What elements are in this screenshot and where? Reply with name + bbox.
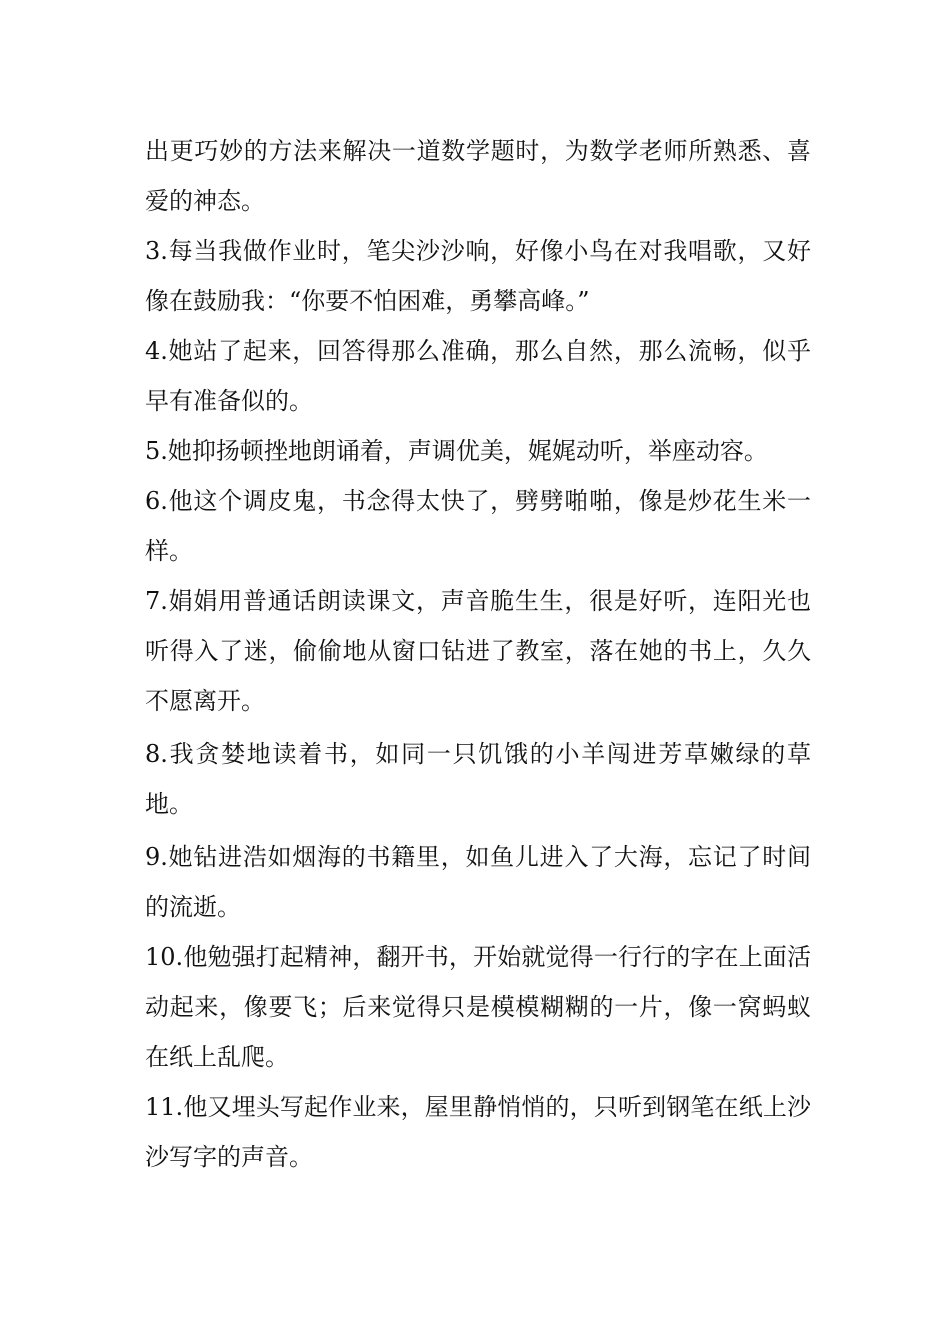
- paragraph-11: 11.他又埋头写起作业来，屋里静悄悄的，只听到钢笔在纸上沙沙写字的声音。: [145, 1093, 811, 1171]
- paragraph-4: 4.她站了起来，回答得那么准确，那么自然，那么流畅，似乎早有准备似的。: [145, 337, 811, 415]
- paragraph-8: 8.我贪婪地读着书，如同一只饥饿的小羊闯进芳草嫩绿的草地。: [145, 740, 811, 818]
- paragraph-9: 9.她钻进浩如烟海的书籍里，如鱼儿进入了大海，忘记了时间的流逝。: [145, 843, 811, 921]
- paragraph-7: 7.娟娟用普通话朗读课文，声音脆生生，很是好听，连阳光也听得入了迷，偷偷地从窗口钻进了教室，落在她的书上，久久不愿离开。: [145, 587, 811, 715]
- paragraph-5: 5.她抑扬顿挫地朗诵着，声调优美，娓娓动听，举座动容。: [145, 437, 768, 465]
- paragraph-6: 6.他这个调皮鬼，书念得太快了，劈劈啪啪，像是炒花生米一样。: [145, 487, 811, 565]
- paragraph-10: 10.他勉强打起精神，翻开书，开始就觉得一行行的字在上面活动起来，像要飞；后来觉得只是模模糊糊的一片，像一窝蚂蚁在纸上乱爬。: [145, 943, 811, 1071]
- document-page: [145, 126, 811, 1182]
- paragraph-3: 3.每当我做作业时，笔尖沙沙响，好像小鸟在对我唱歌，又好像在鼓励我：“你要不怕困难，勇攀高峰。”: [145, 237, 811, 315]
- paragraph-continued: 出更巧妙的方法来解决一道数学题时，为数学老师所熟悉、喜爱的神态。: [145, 137, 811, 215]
